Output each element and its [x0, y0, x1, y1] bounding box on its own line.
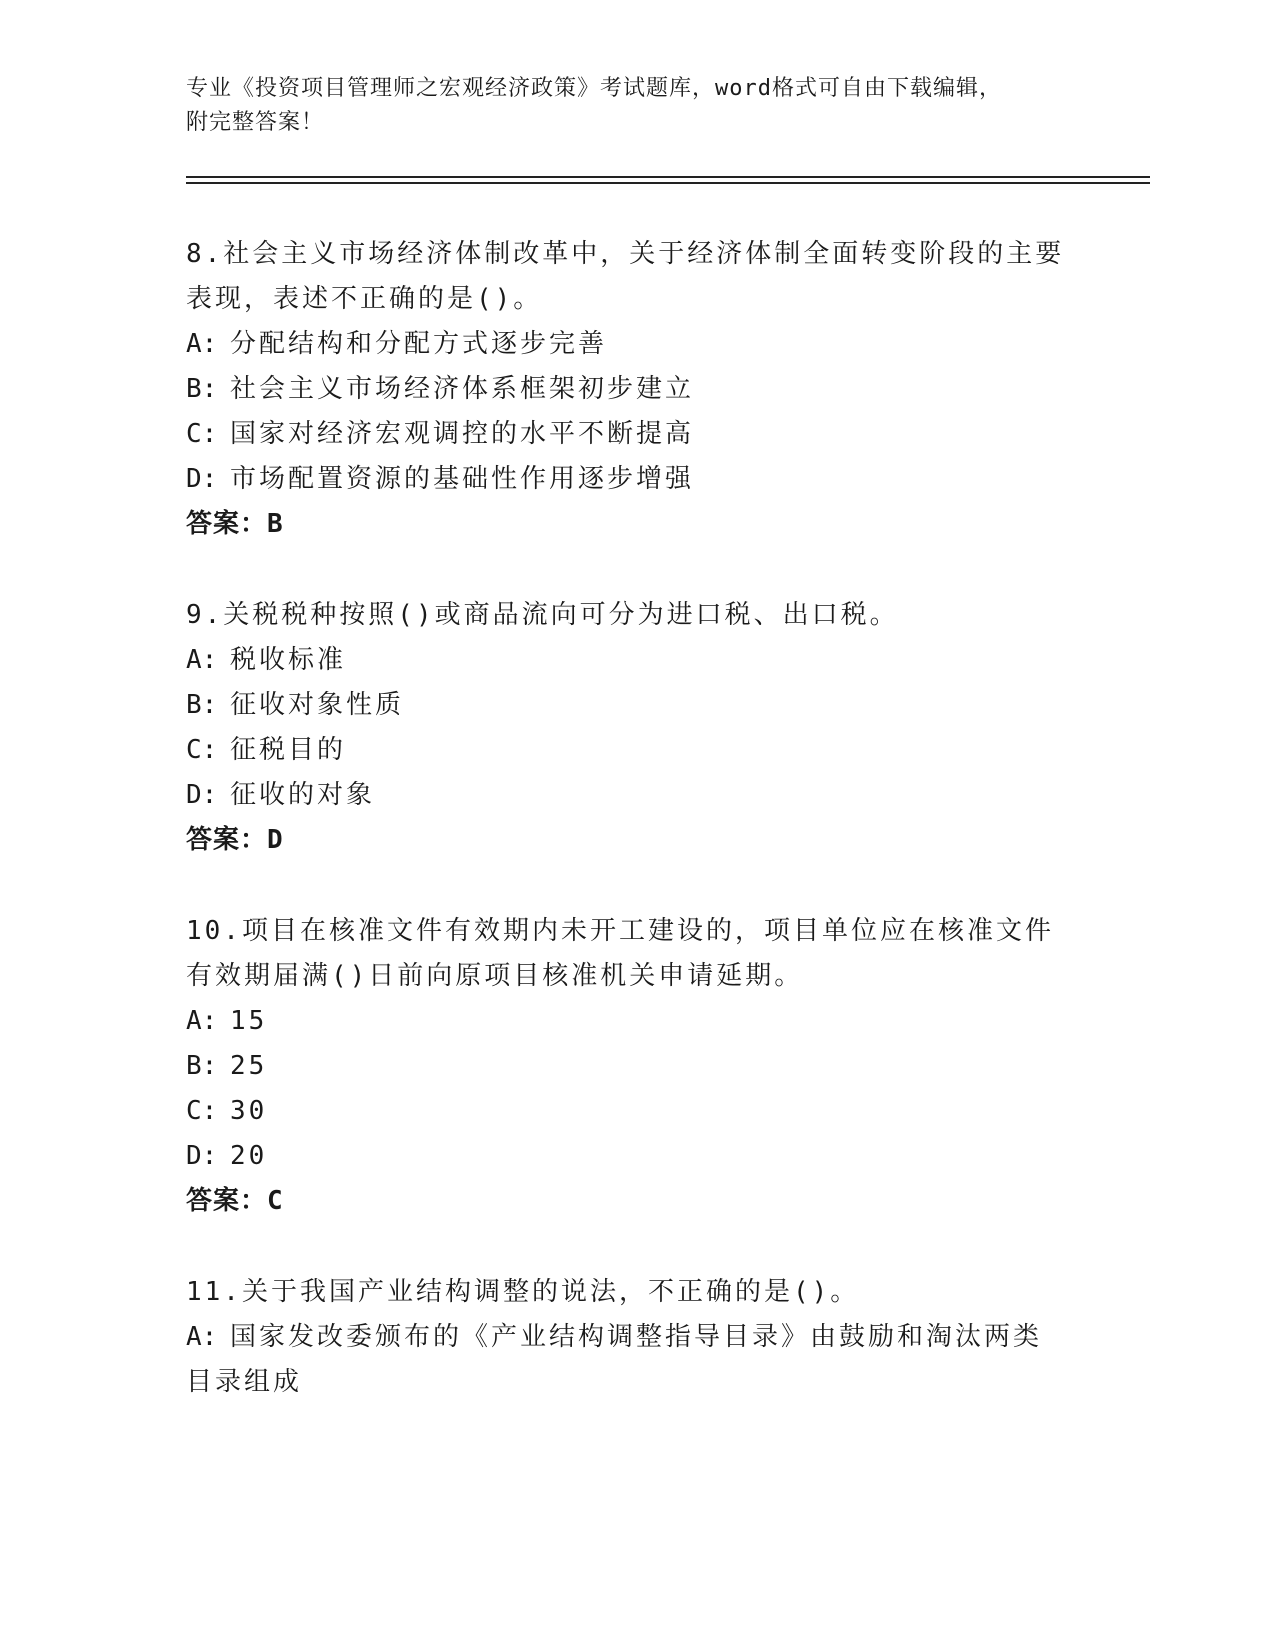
question-list — [186, 232, 1066, 1451]
header-divider-bottom — [186, 182, 1150, 184]
header-line-2: 附完整答案！ — [186, 110, 325, 135]
header-divider-top — [186, 176, 1150, 178]
option-d — [186, 457, 1066, 502]
option-a — [186, 999, 1066, 1044]
option-a — [186, 322, 1066, 367]
option-letter: D: — [186, 1141, 218, 1171]
option-letter: D: — [186, 780, 218, 810]
option-d — [186, 773, 1066, 818]
option-letter: B: — [186, 1051, 218, 1081]
option-b — [186, 683, 1066, 728]
option-text: 国家发改委颁布的《产业结构调整指导目录》由鼓励和淘汰两类目录组成 — [186, 1322, 1043, 1397]
header-line-1: 专业《投资项目管理师之宏观经济政策》考试题库，word格式可自由下载编辑， — [186, 76, 1002, 101]
document-header — [186, 72, 1086, 140]
option-a — [186, 638, 1066, 683]
question-stem: 8.社会主义市场经济体制改革中，关于经济体制全面转变阶段的主要表现，表述不正确的是()。 — [186, 239, 1065, 314]
question-9 — [186, 593, 1066, 863]
option-c — [186, 1089, 1066, 1134]
option-b — [186, 367, 1066, 412]
option-text: 税收标准 — [230, 645, 347, 675]
question-11 — [186, 1270, 1066, 1405]
answer-label: 答案：C — [186, 1186, 284, 1216]
option-text: 市场配置资源的基础性作用逐步增强 — [230, 464, 695, 494]
option-letter: A: — [186, 1006, 218, 1036]
option-c — [186, 728, 1066, 773]
option-d — [186, 1134, 1066, 1179]
option-text: 征收对象性质 — [230, 690, 405, 720]
option-a — [186, 1315, 1066, 1405]
option-letter: A: — [186, 329, 218, 359]
question-10 — [186, 909, 1066, 1224]
option-letter: C: — [186, 419, 218, 449]
question-8 — [186, 232, 1066, 547]
option-text: 征税目的 — [230, 735, 347, 765]
option-text: 25 — [230, 1051, 268, 1081]
option-letter: B: — [186, 374, 218, 404]
option-c — [186, 412, 1066, 457]
option-text: 征收的对象 — [230, 780, 376, 810]
option-text: 30 — [230, 1096, 268, 1126]
answer-label: 答案：B — [186, 509, 284, 539]
option-letter: A: — [186, 645, 218, 675]
question-stem: 9.关税税种按照()或商品流向可分为进口税、出口税。 — [186, 600, 899, 630]
option-letter: C: — [186, 735, 218, 765]
option-b — [186, 1044, 1066, 1089]
option-letter: A: — [186, 1322, 218, 1352]
option-text: 分配结构和分配方式逐步完善 — [230, 329, 608, 359]
option-text: 20 — [230, 1141, 268, 1171]
option-text: 15 — [230, 1006, 268, 1036]
option-letter: B: — [186, 690, 218, 720]
question-stem: 10.项目在核准文件有效期内未开工建设的，项目单位应在核准文件有效期届满()日前向原项目核准机关申请延期。 — [186, 916, 1054, 991]
answer-label: 答案：D — [186, 825, 284, 855]
option-text: 社会主义市场经济体系框架初步建立 — [230, 374, 695, 404]
question-stem: 11.关于我国产业结构调整的说法，不正确的是()。 — [186, 1277, 860, 1307]
option-letter: D: — [186, 464, 218, 494]
option-letter: C: — [186, 1096, 218, 1126]
option-text: 国家对经济宏观调控的水平不断提高 — [230, 419, 695, 449]
